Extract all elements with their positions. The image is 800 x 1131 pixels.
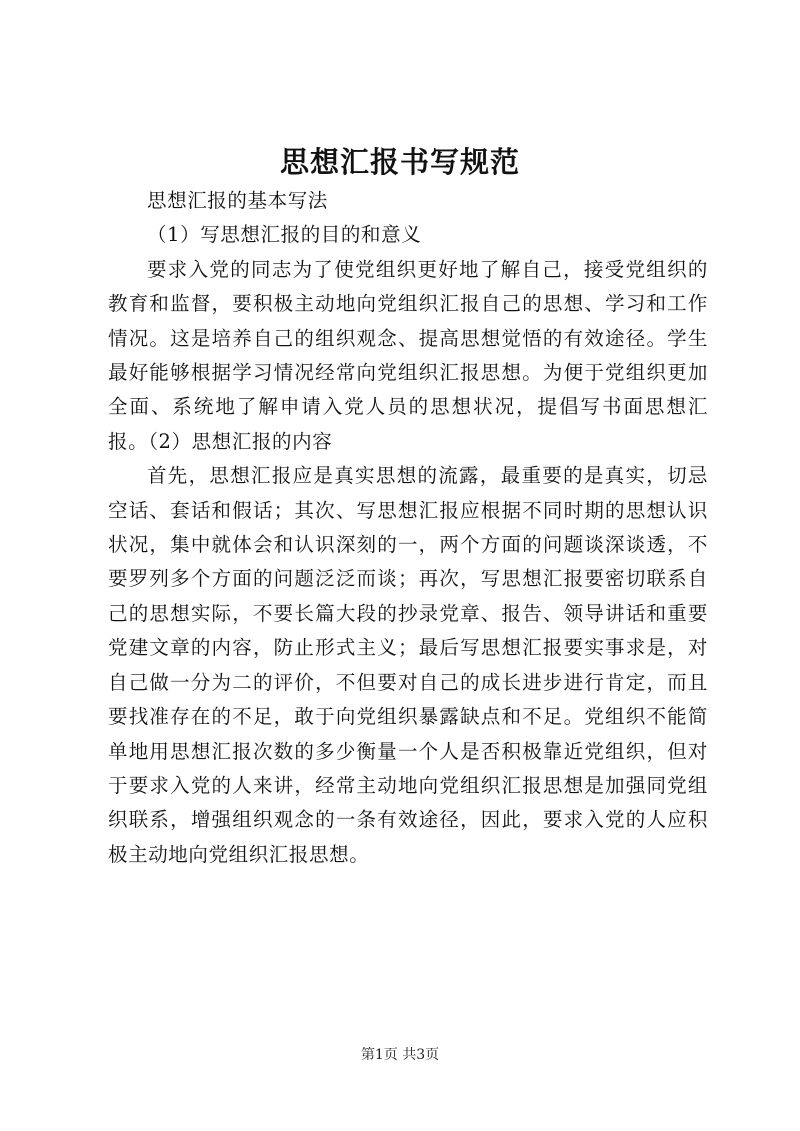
page-footer	[0, 1044, 800, 1064]
subsection-heading: （1）写思想汇报的目的和意义	[147, 223, 422, 247]
document-body	[108, 184, 708, 872]
body-paragraph: 要求入党的同志为了使党组织更好地了解自己，接受党组织的教育和监督，要积极主动地向党组织汇报自己的思想、学习和工作情况。这是培养自己的组织观念、提高思想觉悟的有效途径。学生最好能够根据学习情况经常向党组织汇报思想。为便于党组织更加全面、系统地了解申请入党人员的思想状况，提倡写书面思想汇报。（2）思想汇报的内容	[108, 257, 708, 453]
document-title: 思想汇报书写规范	[279, 145, 520, 179]
page-number: 第1页 共3页	[360, 1047, 440, 1063]
body-paragraph: 首先，思想汇报应是真实思想的流露，最重要的是真实，切忌空话、套话和假话；其次、写思想汇报应根据不同时期的思想认识状况，集中就体会和认识深刻的一，两个方面的问题谈深谈透，不要罗列多个方面的问题泛泛而谈；再次，写思想汇报要密切联系自己的思想实际，不要长篇大段的抄录党章、报告、领导讲话和重要党建文章的内容，防止形式主义；最后写思想汇报要实事求是，对自己做一分为二的评价，不但要对自己的成长进步进行肯定，而且要找准存在的不足，敢于向党组织暴露缺点和不足。党组织不能简单地用思想汇报次数的多少衡量一个人是否积极靠近党组织，但对于要求入党的人来讲，经常主动地向党组织汇报思想是加强同党组织联系，增强组织观念的一条有效途径，因此，要求入党的人应积极主动地向党组织汇报思想。	[108, 464, 708, 866]
section-heading: 思想汇报的基本写法	[147, 189, 328, 212]
